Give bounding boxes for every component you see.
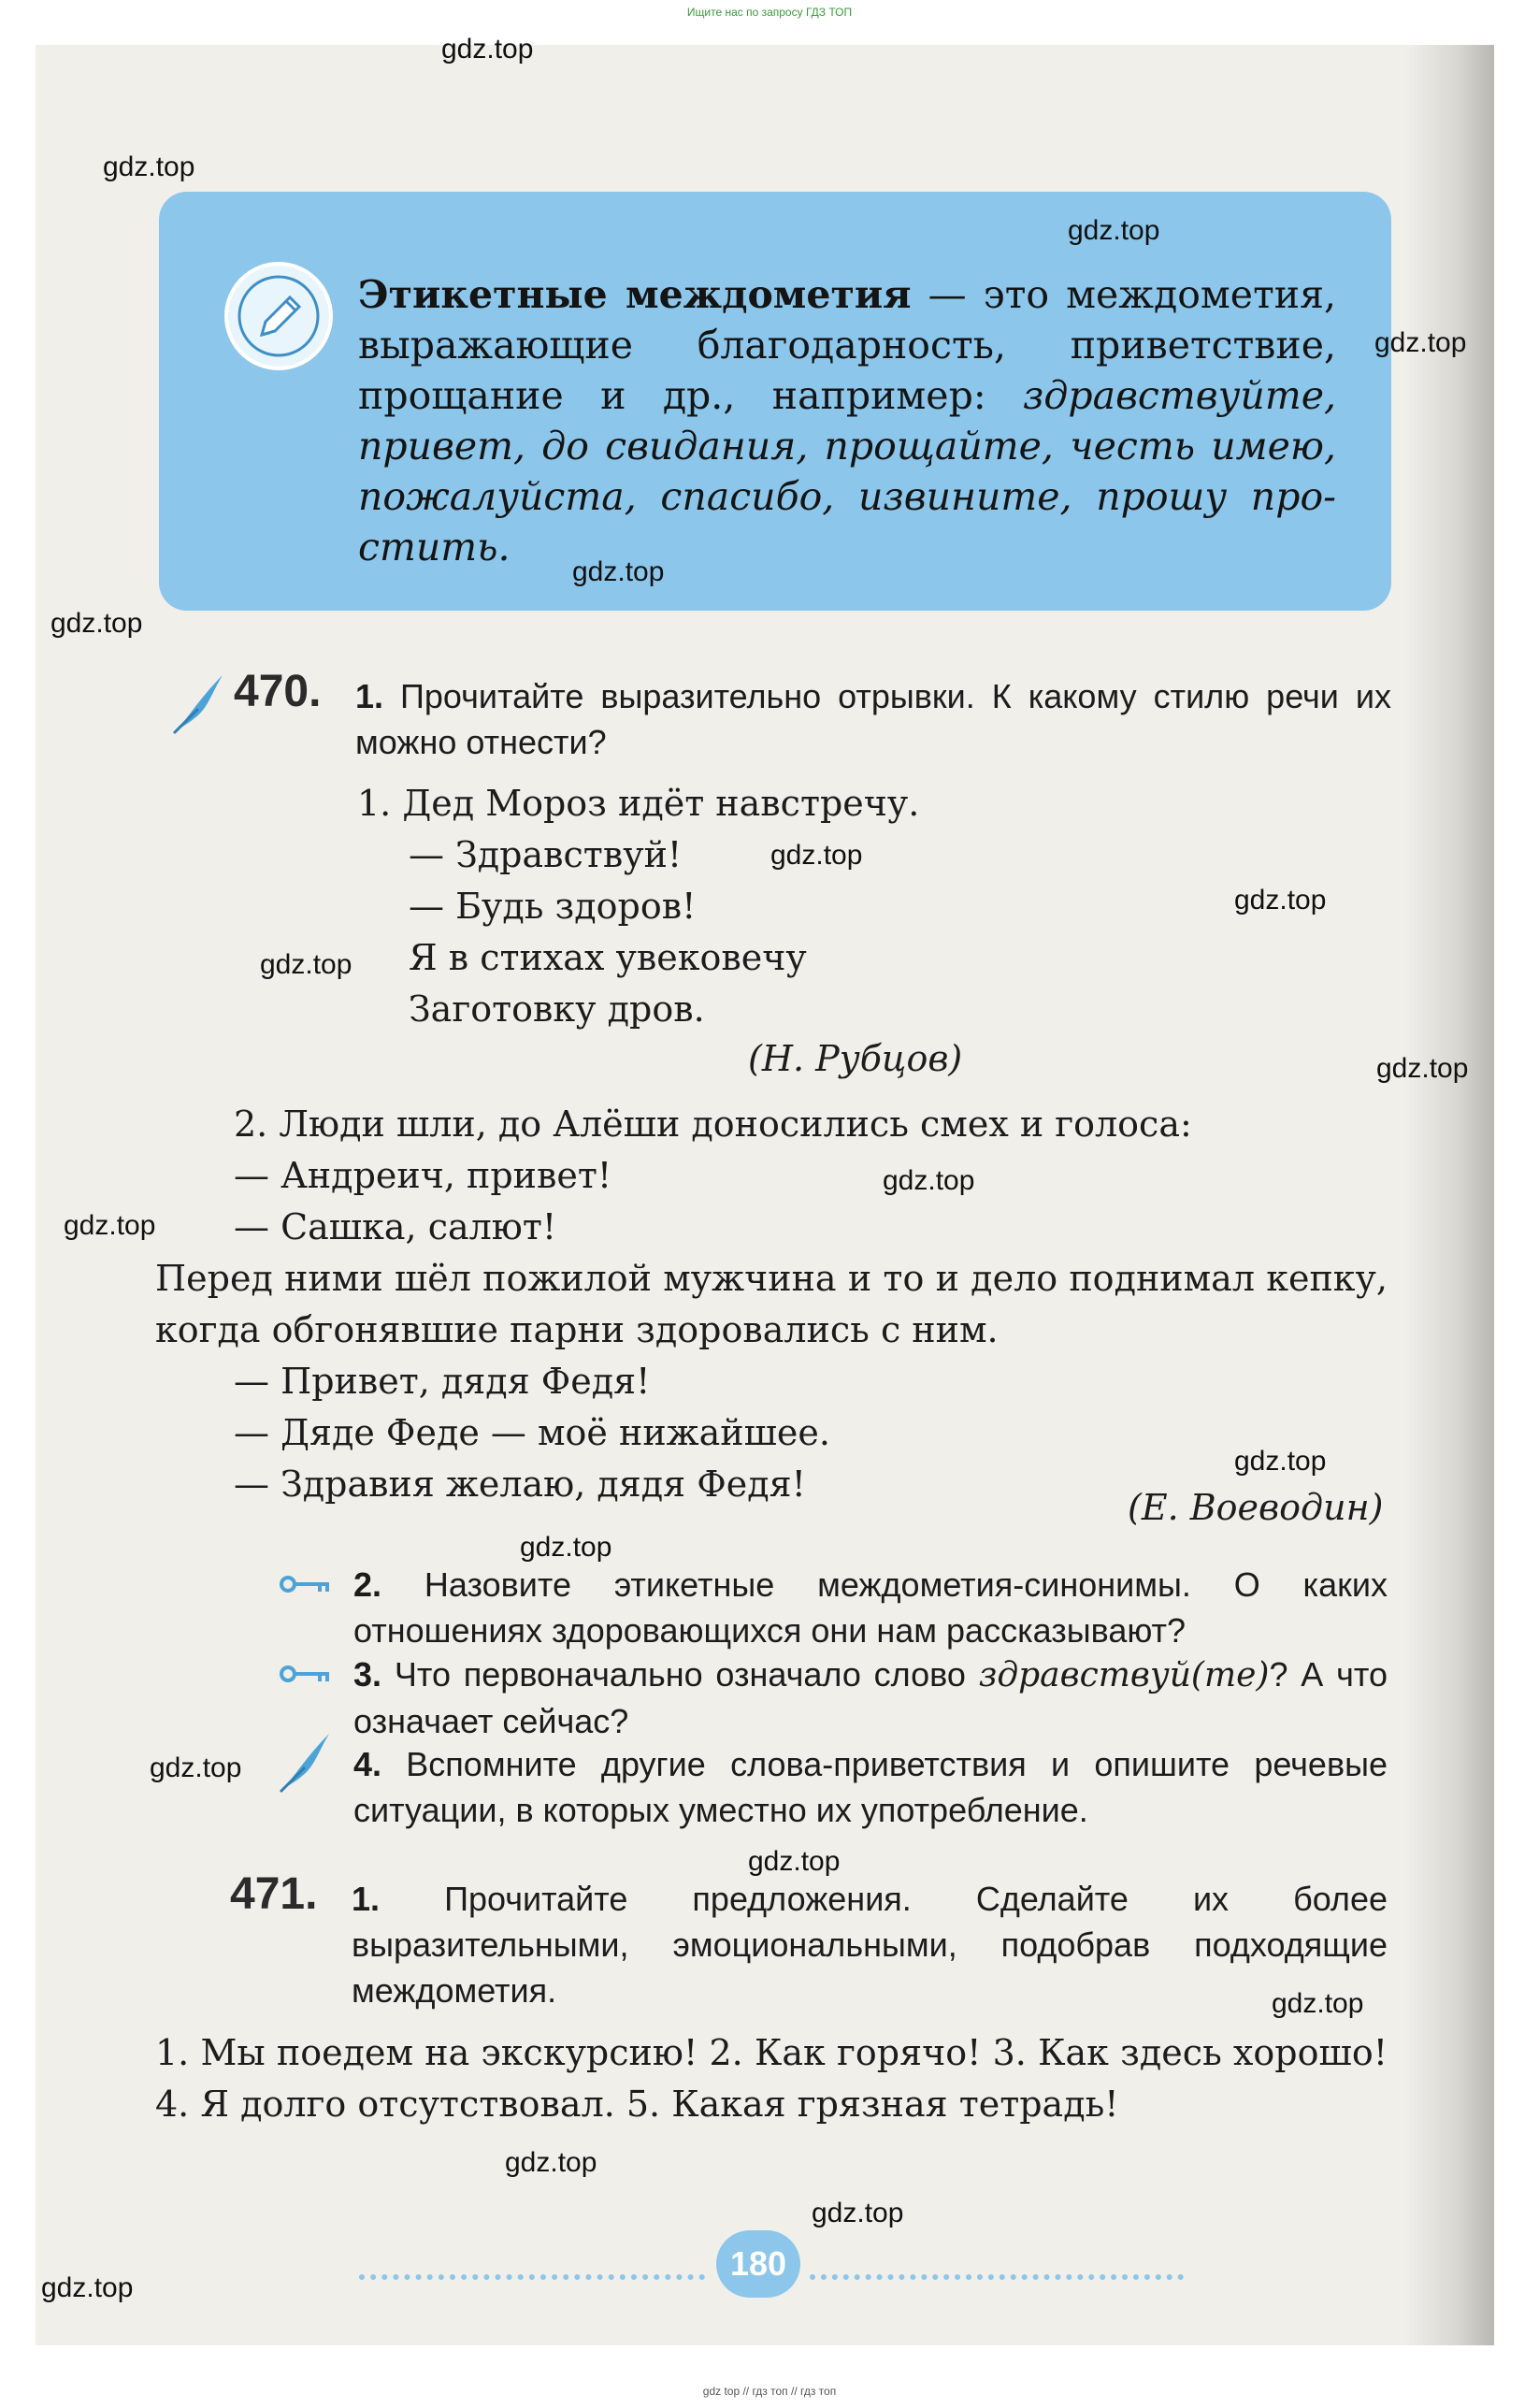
watermark: gdz.top (883, 1165, 975, 1196)
task-number: 4. (353, 1745, 382, 1783)
watermark: gdz.top (150, 1752, 242, 1783)
prose-line: — Андреич, привет! (234, 1155, 612, 1196)
task-470-4 (353, 1741, 1388, 1833)
rule-examples: здравствуйте, привет, до свидания, прощайте, честь имею, пожалуйста, спасибо, извините, прошу про- стить. (358, 373, 1336, 570)
task-number: 1. (352, 1880, 381, 1918)
exercise-number-471: 471. (230, 1869, 318, 1919)
rule-definition (358, 269, 1336, 572)
page-number: 180 (716, 2230, 800, 2298)
prose-line: 2. Люди шли, до Алёши доносились смех и голоса: (234, 1103, 1192, 1145)
task-470-3 (353, 1651, 1388, 1744)
rule-definition-text: — это междометия, выражающие благодарность, приветствие, прощание и др., например: (358, 272, 1336, 418)
feather-icon (277, 1730, 333, 1794)
task-text: Назовите этикетные междометия-синонимы. О каких отношениях здоровающихся они нам рассказывают? (353, 1565, 1388, 1650)
poem-line: Заготовку дров. (409, 988, 705, 1030)
page-spine-shadow (1405, 45, 1494, 2345)
prose-author: (Е. Воеводин) (1128, 1487, 1384, 1528)
poem-line: — Будь здоров! (409, 886, 697, 927)
watermark: gdz.top (1376, 1053, 1469, 1084)
rule-term: Этикетные междометия (358, 272, 912, 317)
watermark: gdz.top (812, 2198, 904, 2228)
exercise-number-470: 470. (234, 667, 322, 716)
dialog-line: — Дяде Феде — моё нижайшее. (234, 1412, 830, 1453)
watermark: gdz.top (64, 1210, 156, 1241)
watermark: gdz.top (1272, 1988, 1364, 2019)
watermark: gdz.top (505, 2147, 597, 2178)
watermark: gdz.top (748, 1846, 841, 1877)
prose-line: — Сашка, салют! (234, 1206, 557, 1247)
watermark: gdz.top (770, 840, 863, 871)
watermark: gdz.top (260, 949, 352, 980)
divider (810, 2274, 1184, 2280)
poem-line: Я в стихах увековечу (409, 937, 807, 978)
poem-author: (Н. Рубцов) (748, 1038, 963, 1079)
task-text: ? А что означает сейчас? (353, 1655, 1388, 1740)
watermark: gdz.top (50, 608, 143, 639)
poem-line: 1. Дед Мороз идёт навстречу. (357, 783, 920, 824)
dialog-line: — Привет, дядя Федя! (234, 1361, 651, 1402)
watermark: gdz.top (103, 151, 195, 182)
task-text: Прочитайте выразительно отрывки. К какому стилю речи их можно отнести? (355, 677, 1391, 761)
task-470-1 (355, 673, 1391, 765)
task-text: Прочитайте предложения. Сделайте их более выразительными, эмоциональными, подобрав подходящие междометия. (352, 1880, 1388, 2010)
watermark: gdz.top (1068, 215, 1160, 246)
key-icon (279, 1665, 331, 1683)
task-number: 3. (353, 1655, 382, 1694)
poem-line: — Здравствуй! (409, 834, 683, 875)
task-keyword: здравствуй(те) (978, 1656, 1270, 1694)
exercise-sentences: 1. Мы поедем на экскурсию! 2. Как горячо! 3. Как здесь хорошо! 4. Я долго отсутствовал. 5. Какая грязная тетрадь! (155, 2032, 1388, 2125)
watermark: gdz.top (1234, 1446, 1327, 1477)
footer-note: gdz top // гдз топ // гдз топ (702, 2385, 837, 2398)
pencil-icon (224, 262, 333, 370)
task-470-2 (353, 1562, 1388, 1653)
prose-paragraph: Перед ними шёл пожилой мужчина и то и дело поднимал кепку, когда обгонявшие парни здоровались с ним. (155, 1258, 1388, 1350)
divider (359, 2274, 705, 2280)
key-icon (279, 1575, 331, 1593)
watermark: gdz.top (572, 556, 665, 587)
task-number: 1. (355, 677, 384, 715)
task-text: Вспомните другие слова-приветствия и опишите речевые ситуации, в которых уместно их употребление. (353, 1745, 1388, 1829)
dialog-line: — Здравия желаю, дядя Федя! (234, 1464, 806, 1505)
task-number: 2. (353, 1565, 382, 1604)
watermark: gdz.top (1374, 327, 1467, 358)
header-note: Ищите нас по запросу ГДЗ ТОП (686, 6, 853, 19)
task-text: Что первоначально означало слово (394, 1655, 966, 1694)
task-471-1 (352, 1876, 1388, 2013)
feather-icon (170, 671, 226, 735)
watermark: gdz.top (41, 2272, 134, 2303)
watermark: gdz.top (520, 1532, 612, 1563)
watermark: gdz.top (441, 34, 534, 65)
watermark: gdz.top (1234, 885, 1327, 916)
